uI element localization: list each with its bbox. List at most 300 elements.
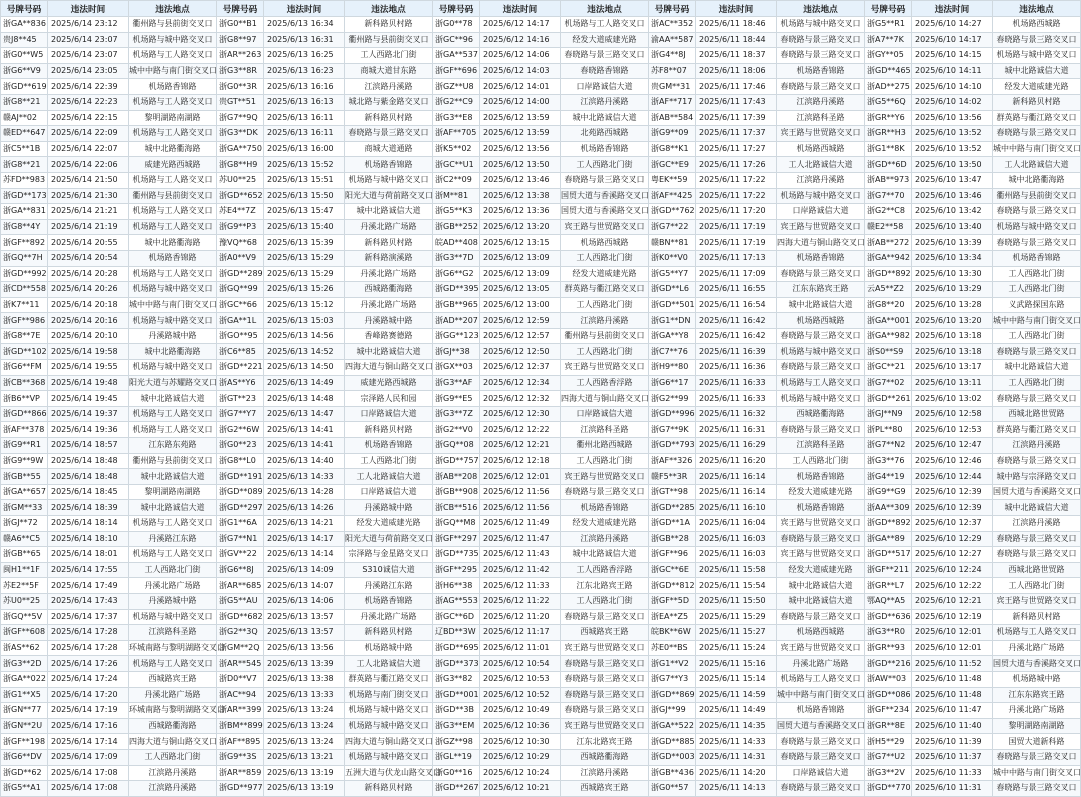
cell-location: 春晓路与景三路交叉口: [993, 453, 1081, 469]
cell-plate: 浙GX**03: [433, 360, 480, 376]
cell-time: 2025/6/12 10:52: [480, 687, 561, 703]
cell-time: 2025/6/13 15:40: [264, 219, 345, 235]
cell-plate: 浙GF**198: [1, 734, 48, 750]
cell-time: 2025/6/10 14:15: [912, 48, 993, 64]
cell-location: 工人北路诚信大道: [345, 469, 433, 485]
cell-time: 2025/6/12 14:00: [480, 94, 561, 110]
cell-time: 2025/6/10 11:31: [912, 781, 993, 797]
cell-plate: 浙GD**102: [1, 344, 48, 360]
cell-time: 2025/6/12 12:18: [480, 453, 561, 469]
cell-plate: 浙GF**892: [1, 235, 48, 251]
cell-plate: 浙GA**657: [1, 484, 48, 500]
cell-time: 2025/6/10 13:52: [912, 141, 993, 157]
cell-plate: 浙H9**80: [649, 360, 696, 376]
cell-time: 2025/6/10 13:18: [912, 328, 993, 344]
cell-time: 2025/6/14 21:19: [48, 219, 129, 235]
cell-location: 衢州路与县前街交叉口: [129, 17, 217, 33]
cell-plate: 贵GM**31: [649, 79, 696, 95]
table-row: [1, 282, 1081, 298]
cell-time: 2025/6/10 13:34: [912, 250, 993, 266]
cell-plate: 浙G7**N1: [217, 531, 264, 547]
cell-plate: 浙GD**770: [865, 781, 912, 797]
cell-time: 2025/6/11 17:13: [696, 250, 777, 266]
table-row: [1, 17, 1081, 33]
cell-plate: 浙GJ**99: [649, 703, 696, 719]
cell-location: 机场路与工人路交叉口: [129, 48, 217, 64]
cell-location: 工人西路北门街: [993, 266, 1081, 282]
cell-plate: 浙GD**191: [217, 469, 264, 485]
cell-location: 春晓路与景三路交叉口: [777, 328, 865, 344]
cell-plate: 浙G2**6W: [217, 422, 264, 438]
cell-time: 2025/6/13 15:12: [264, 297, 345, 313]
cell-location: 春晓路与景三路交叉口: [561, 656, 649, 672]
cell-location: 机场路与城中路交叉口: [345, 749, 433, 765]
cell-location: 机场路与城中路交叉口: [993, 48, 1081, 64]
cell-plate: 浙G2**V0: [433, 422, 480, 438]
cell-location: 机场路城中路: [993, 671, 1081, 687]
cell-location: 丹溪路城中路: [129, 593, 217, 609]
cell-plate: 浙GO**95: [217, 328, 264, 344]
cell-plate: 浙GC**6D: [433, 609, 480, 625]
cell-location: 机场路与工人路交叉口: [561, 17, 649, 33]
cell-time: 2025/6/12 13:09: [480, 266, 561, 282]
cell-location: 黎明湖路南湖路: [129, 110, 217, 126]
cell-location: 丹溪北路广场路: [345, 609, 433, 625]
cell-plate: 浙GD**636: [865, 609, 912, 625]
cell-plate: 浙GD**517: [865, 547, 912, 563]
cell-time: 2025/6/11 16:32: [696, 406, 777, 422]
cell-time: 2025/6/12 12:50: [480, 344, 561, 360]
cell-location: 江滨路丹溪路: [777, 94, 865, 110]
cell-time: 2025/6/13 14:09: [264, 562, 345, 578]
cell-location: 宾王路与世贸路交叉口: [561, 718, 649, 734]
cell-plate: 浙G7**Y7: [217, 406, 264, 422]
cell-plate: 浙C2**09: [433, 172, 480, 188]
cell-location: 城中北路诚信大道: [993, 500, 1081, 516]
cell-location: 城中中路与南门街交叉口: [129, 63, 217, 79]
cell-time: 2025/6/11 18:44: [696, 32, 777, 48]
cell-location: 机场路西城路: [777, 313, 865, 329]
cell-location: 春晓路与景三路交叉口: [777, 266, 865, 282]
cell-plate: 苏FD**983: [1, 172, 48, 188]
cell-location: 香峰路赛德路: [345, 328, 433, 344]
cell-time: 2025/6/12 10:36: [480, 718, 561, 734]
column-header-time: 违法时间: [480, 1, 561, 17]
cell-time: 2025/6/12 10:49: [480, 703, 561, 719]
cell-plate: 浙GD**762: [649, 204, 696, 220]
cell-time: 2025/6/14 20:28: [48, 266, 129, 282]
cell-time: 2025/6/11 17:37: [696, 126, 777, 142]
cell-location: 机场路与工人路交叉口: [993, 625, 1081, 641]
cell-location: 工人西路北门街: [129, 749, 217, 765]
cell-time: 2025/6/11 14:20: [696, 765, 777, 781]
table-row: [1, 500, 1081, 516]
cell-location: 机场路与城中路交叉口: [777, 344, 865, 360]
cell-location: 丹溪北路广场路: [993, 640, 1081, 656]
cell-time: 2025/6/14 20:10: [48, 328, 129, 344]
cell-plate: 浙GD**885: [649, 734, 696, 750]
cell-location: 春晓路与景三路交叉口: [777, 609, 865, 625]
cell-plate: 鄂AQ**A5: [865, 593, 912, 609]
cell-location: 江东东路宾王路: [777, 282, 865, 298]
cell-plate: 浙G9**9W: [1, 453, 48, 469]
cell-time: 2025/6/14 17:14: [48, 734, 129, 750]
cell-time: 2025/6/14 17:08: [48, 781, 129, 797]
cell-location: 经发大道威建光路: [993, 79, 1081, 95]
cell-time: 2025/6/10 12:58: [912, 406, 993, 422]
cell-plate: 浙G8**21: [1, 157, 48, 173]
cell-location: 宗泽路人民和园: [345, 391, 433, 407]
cell-plate: 浙GA**Y8: [649, 328, 696, 344]
cell-plate: 浙GB**965: [433, 297, 480, 313]
cell-location: 丹溪北路广场路: [777, 656, 865, 672]
cell-plate: 浙AR**545: [217, 656, 264, 672]
cell-time: 2025/6/13 14:41: [264, 438, 345, 454]
cell-plate: 浙GD**652: [217, 188, 264, 204]
cell-plate: 浙AC**94: [217, 687, 264, 703]
cell-location: 机场路与城中路交叉口: [777, 17, 865, 33]
cell-location: 春晓路与景三路交叉口: [561, 172, 649, 188]
cell-plate: 豫VQ**68: [217, 235, 264, 251]
cell-plate: 浙G2**C9: [433, 94, 480, 110]
cell-location: 黎明湖路南湖路: [993, 718, 1081, 734]
cell-location: 新科路贝村路: [345, 781, 433, 797]
cell-time: 2025/6/14 18:14: [48, 516, 129, 532]
table-row: [1, 422, 1081, 438]
cell-time: 2025/6/12 10:24: [480, 765, 561, 781]
cell-plate: 渝AA**587: [649, 32, 696, 48]
cell-time: 2025/6/12 12:22: [480, 422, 561, 438]
cell-location: 春晓路香锦路: [561, 63, 649, 79]
cell-plate: 浙H5**29: [865, 734, 912, 750]
cell-time: 2025/6/10 13:20: [912, 313, 993, 329]
cell-plate: 浙G7**22: [649, 219, 696, 235]
cell-time: 2025/6/13 13:19: [264, 765, 345, 781]
cell-plate: 浙G5**6Q: [865, 94, 912, 110]
cell-location: 机场路与城中路交叉口: [129, 360, 217, 376]
cell-location: 国贸大道与香溪路交叉口: [561, 188, 649, 204]
cell-plate: 浙GC**21: [865, 360, 912, 376]
cell-plate: 浙AF**895: [217, 734, 264, 750]
cell-location: 城中北路诚信大道: [561, 547, 649, 563]
cell-time: 2025/6/13 14:17: [264, 531, 345, 547]
cell-time: 2025/6/14 17:09: [48, 749, 129, 765]
cell-time: 2025/6/14 20:26: [48, 282, 129, 298]
cell-plate: 浙GC**U1: [433, 157, 480, 173]
cell-time: 2025/6/14 17:20: [48, 687, 129, 703]
cell-plate: 浙GD**735: [433, 547, 480, 563]
cell-location: 机场路与工人路交叉口: [129, 94, 217, 110]
cell-time: 2025/6/13 13:38: [264, 671, 345, 687]
cell-plate: 浙S0**S9: [865, 344, 912, 360]
cell-plate: 浙AG**553: [433, 593, 480, 609]
cell-plate: 浙GD**003: [649, 749, 696, 765]
cell-location: 城中中路与南门街交叉口: [993, 313, 1081, 329]
cell-location: 春晓路与景三路交叉口: [993, 344, 1081, 360]
cell-plate: 浙GY**05: [865, 48, 912, 64]
cell-location: 宗泽路与金星路交叉口: [345, 547, 433, 563]
cell-plate: 浙GR**8E: [865, 718, 912, 734]
cell-location: 口岸路诚信大道: [777, 765, 865, 781]
cell-time: 2025/6/12 12:32: [480, 391, 561, 407]
cell-time: 2025/6/14 17:08: [48, 765, 129, 781]
cell-location: 春晓路与景三路交叉口: [561, 48, 649, 64]
cell-time: 2025/6/12 13:59: [480, 126, 561, 142]
cell-plate: 浙GF**96: [649, 547, 696, 563]
cell-time: 2025/6/13 13:24: [264, 718, 345, 734]
cell-plate: 苏E0**BS: [649, 640, 696, 656]
cell-time: 2025/6/11 15:29: [696, 609, 777, 625]
cell-location: 江东北路宾王路: [561, 578, 649, 594]
cell-plate: 浙GA**522: [649, 718, 696, 734]
cell-time: 2025/6/14 18:48: [48, 469, 129, 485]
cell-plate: 浙GD**866: [1, 406, 48, 422]
cell-time: 2025/6/13 14:07: [264, 578, 345, 594]
cell-time: 2025/6/12 11:33: [480, 578, 561, 594]
cell-plate: 浙G5**K3: [433, 204, 480, 220]
cell-plate: 浙G8**20: [865, 297, 912, 313]
cell-location: 机场路与城中路交叉口: [345, 718, 433, 734]
cell-location: 城中北路诚信大道: [345, 204, 433, 220]
cell-plate: 浙G7**70: [865, 188, 912, 204]
cell-plate: 浙AD**207: [433, 313, 480, 329]
table-row: [1, 593, 1081, 609]
cell-plate: 浙G9**E5: [433, 391, 480, 407]
cell-time: 2025/6/10 11:47: [912, 703, 993, 719]
cell-location: 机场路与城中路交叉口: [777, 188, 865, 204]
cell-location: 丹溪北路广场路: [345, 297, 433, 313]
cell-plate: 浙GQ**5V: [1, 609, 48, 625]
cell-location: 丹溪路城中路: [345, 313, 433, 329]
cell-location: 机场路与城中路交叉口: [129, 32, 217, 48]
cell-time: 2025/6/10 12:39: [912, 500, 993, 516]
cell-location: 口岸路诚信大道: [777, 204, 865, 220]
cell-plate: 浙G9**G9: [865, 484, 912, 500]
cell-plate: 粤EK**59: [649, 172, 696, 188]
cell-location: 春晓路与景三路交叉口: [561, 609, 649, 625]
cell-plate: 浙GD**173: [1, 188, 48, 204]
cell-location: 工人西路北门街: [561, 344, 649, 360]
cell-time: 2025/6/11 16:03: [696, 547, 777, 563]
cell-time: 2025/6/10 12:39: [912, 484, 993, 500]
cell-location: 机场路香锦路: [345, 438, 433, 454]
cell-plate: 浙GF**211: [865, 562, 912, 578]
cell-plate: 赣ED**647: [1, 126, 48, 142]
column-header-time: 违法时间: [696, 1, 777, 17]
cell-plate: 浙GR**H3: [865, 126, 912, 142]
cell-plate: 浙A7**7K: [865, 32, 912, 48]
cell-plate: 浙G0**23: [217, 438, 264, 454]
cell-time: 2025/6/11 17:19: [696, 235, 777, 251]
cell-location: 机场路与城中路交叉口: [129, 313, 217, 329]
table-row: [1, 687, 1081, 703]
cell-time: 2025/6/10 13:56: [912, 110, 993, 126]
cell-location: 新科路贝村路: [345, 625, 433, 641]
column-header-location: 违法地点: [345, 1, 433, 17]
cell-time: 2025/6/12 11:49: [480, 516, 561, 532]
table-row: [1, 313, 1081, 329]
cell-plate: 浙GB**55: [1, 469, 48, 485]
cell-time: 2025/6/11 17:20: [696, 204, 777, 220]
cell-time: 2025/6/14 18:45: [48, 484, 129, 500]
cell-time: 2025/6/13 14:26: [264, 500, 345, 516]
cell-time: 2025/6/12 11:47: [480, 531, 561, 547]
cell-plate: 浙GB**908: [433, 484, 480, 500]
cell-time: 2025/6/14 17:43: [48, 593, 129, 609]
cell-time: 2025/6/14 19:36: [48, 422, 129, 438]
cell-plate: 浙G3**R0: [865, 625, 912, 641]
cell-time: 2025/6/14 22:15: [48, 110, 129, 126]
cell-location: 阳光大道与荷前路交叉口: [345, 531, 433, 547]
cell-location: 环城南路与黎明湖路交叉口: [129, 703, 217, 719]
cell-time: 2025/6/13 15:47: [264, 204, 345, 220]
cell-location: 机场路香锦路: [777, 500, 865, 516]
cell-location: 衢州路与县前街交叉口: [129, 188, 217, 204]
cell-time: 2025/6/13 15:26: [264, 282, 345, 298]
cell-time: 2025/6/14 18:48: [48, 453, 129, 469]
cell-plate: 浙GQ**99: [217, 282, 264, 298]
cell-plate: 浙GB**65: [1, 547, 48, 563]
cell-time: 2025/6/13 14:52: [264, 344, 345, 360]
cell-time: 2025/6/12 13:05: [480, 282, 561, 298]
table-row: [1, 718, 1081, 734]
cell-plate: 浙GD**3B: [433, 703, 480, 719]
cell-plate: 浙G0**16: [433, 765, 480, 781]
cell-location: 江滨路科圣路: [777, 438, 865, 454]
cell-time: 2025/6/12 11:56: [480, 500, 561, 516]
cell-plate: 浙GD**395: [433, 282, 480, 298]
cell-location: 丹溪路江东路: [129, 531, 217, 547]
table-row: [1, 141, 1081, 157]
cell-location: 机场路与工人路交叉口: [129, 656, 217, 672]
cell-plate: 浙G7**Y3: [649, 671, 696, 687]
cell-time: 2025/6/14 21:50: [48, 172, 129, 188]
cell-location: 机场路与工人路交叉口: [129, 516, 217, 532]
cell-plate: 浙AF**717: [649, 94, 696, 110]
cell-location: 群英路与衢江路交叉口: [345, 671, 433, 687]
cell-location: 经发大道威建光路: [561, 32, 649, 48]
cell-location: 江滨路丹溪路: [993, 438, 1081, 454]
cell-time: 2025/6/11 14:31: [696, 749, 777, 765]
cell-plate: 浙GA**831: [1, 204, 48, 220]
cell-plate: 浙G9**R1: [1, 438, 48, 454]
cell-time: 2025/6/13 15:52: [264, 157, 345, 173]
cell-location: 威建光路西城路: [129, 157, 217, 173]
cell-plate: 浙G5**R1: [865, 17, 912, 33]
cell-plate: 浙G7**N2: [865, 438, 912, 454]
cell-plate: 浙AR**399: [217, 703, 264, 719]
cell-plate: 浙G3**2V: [865, 765, 912, 781]
cell-time: 2025/6/14 17:49: [48, 578, 129, 594]
cell-plate: 浙GD**L6: [649, 282, 696, 298]
cell-plate: 浙G7**02: [865, 375, 912, 391]
cell-time: 2025/6/13 13:33: [264, 687, 345, 703]
table-row: [1, 266, 1081, 282]
cell-time: 2025/6/10 12:01: [912, 640, 993, 656]
cell-location: 四海大道与铜山路交叉口: [129, 734, 217, 750]
cell-time: 2025/6/12 12:21: [480, 438, 561, 454]
cell-location: 春晓路与景三路交叉口: [777, 32, 865, 48]
cell-location: 春晓路与景三路交叉口: [993, 235, 1081, 251]
cell-location: 春晓路与景三路交叉口: [777, 360, 865, 376]
cell-time: 2025/6/11 17:43: [696, 94, 777, 110]
table-row: [1, 126, 1081, 142]
cell-plate: 赣A6**C5: [1, 531, 48, 547]
cell-location: 城中北路诚信大道: [129, 391, 217, 407]
table-row: [1, 63, 1081, 79]
cell-plate: 浙GD**285: [649, 500, 696, 516]
cell-plate: 赣E2**58: [865, 219, 912, 235]
cell-location: 机场路香锦路: [129, 250, 217, 266]
cell-time: 2025/6/14 17:26: [48, 656, 129, 672]
cell-plate: 浙GD**682: [217, 609, 264, 625]
cell-time: 2025/6/12 10:29: [480, 749, 561, 765]
cell-location: 春晓路与景三路交叉口: [993, 547, 1081, 563]
cell-time: 2025/6/12 11:43: [480, 547, 561, 563]
cell-time: 2025/6/11 16:03: [696, 531, 777, 547]
table-row: [1, 375, 1081, 391]
cell-time: 2025/6/14 19:45: [48, 391, 129, 407]
cell-plate: 浙G0**3R: [217, 79, 264, 95]
cell-time: 2025/6/12 13:50: [480, 157, 561, 173]
cell-time: 2025/6/12 11:56: [480, 484, 561, 500]
cell-plate: 赣F5**3R: [649, 469, 696, 485]
cell-time: 2025/6/14 23:07: [48, 32, 129, 48]
cell-location: 衢州路与县前街交叉口: [345, 32, 433, 48]
cell-plate: 浙BM**899: [217, 718, 264, 734]
cell-location: 机场路香锦路: [345, 157, 433, 173]
cell-plate: 浙GJ**N9: [865, 406, 912, 422]
cell-location: 新科路贝村路: [345, 235, 433, 251]
cell-location: 四海大道与铜山路交叉口: [777, 235, 865, 251]
cell-time: 2025/6/12 14:06: [480, 48, 561, 64]
cell-plate: 浙G3**EM: [433, 718, 480, 734]
cell-location: 城中北路诚信大道: [993, 360, 1081, 376]
cell-time: 2025/6/12 11:22: [480, 593, 561, 609]
cell-plate: 浙GF**297: [433, 531, 480, 547]
cell-plate: 浙GT**98: [649, 484, 696, 500]
cell-time: 2025/6/14 23:12: [48, 17, 129, 33]
cell-plate: 浙GD**812: [649, 578, 696, 594]
cell-plate: 苏E4**7Z: [217, 204, 264, 220]
cell-location: 江东路东苑路: [129, 438, 217, 454]
cell-location: 西城路宾王路: [129, 671, 217, 687]
cell-location: 机场路香锦路: [993, 250, 1081, 266]
cell-plate: 浙K7**11: [1, 297, 48, 313]
cell-time: 2025/6/10 13:47: [912, 172, 993, 188]
table-row: [1, 391, 1081, 407]
cell-time: 2025/6/14 22:39: [48, 79, 129, 95]
column-header-location: 违法地点: [993, 1, 1081, 17]
cell-plate: 浙D0**V7: [217, 671, 264, 687]
cell-location: 西城路宾王路: [561, 625, 649, 641]
cell-location: 机场路与城中路交叉口: [129, 282, 217, 298]
cell-time: 2025/6/12 13:15: [480, 235, 561, 251]
table-row: [1, 204, 1081, 220]
cell-time: 2025/6/10 13:50: [912, 157, 993, 173]
table-row: [1, 219, 1081, 235]
cell-plate: 浙G1**8K: [865, 141, 912, 157]
cell-time: 2025/6/10 11:40: [912, 718, 993, 734]
cell-time: 2025/6/11 15:54: [696, 578, 777, 594]
cell-location: 工人西路香浮路: [561, 562, 649, 578]
cell-plate: 浙GN**77: [1, 703, 48, 719]
cell-time: 2025/6/13 14:40: [264, 453, 345, 469]
table-row: [1, 110, 1081, 126]
cell-location: 城中北路衢海路: [993, 172, 1081, 188]
cell-location: 五洲大道与伏龙山路交叉口: [345, 765, 433, 781]
cell-location: 宾王路与世贸路交叉口: [561, 360, 649, 376]
